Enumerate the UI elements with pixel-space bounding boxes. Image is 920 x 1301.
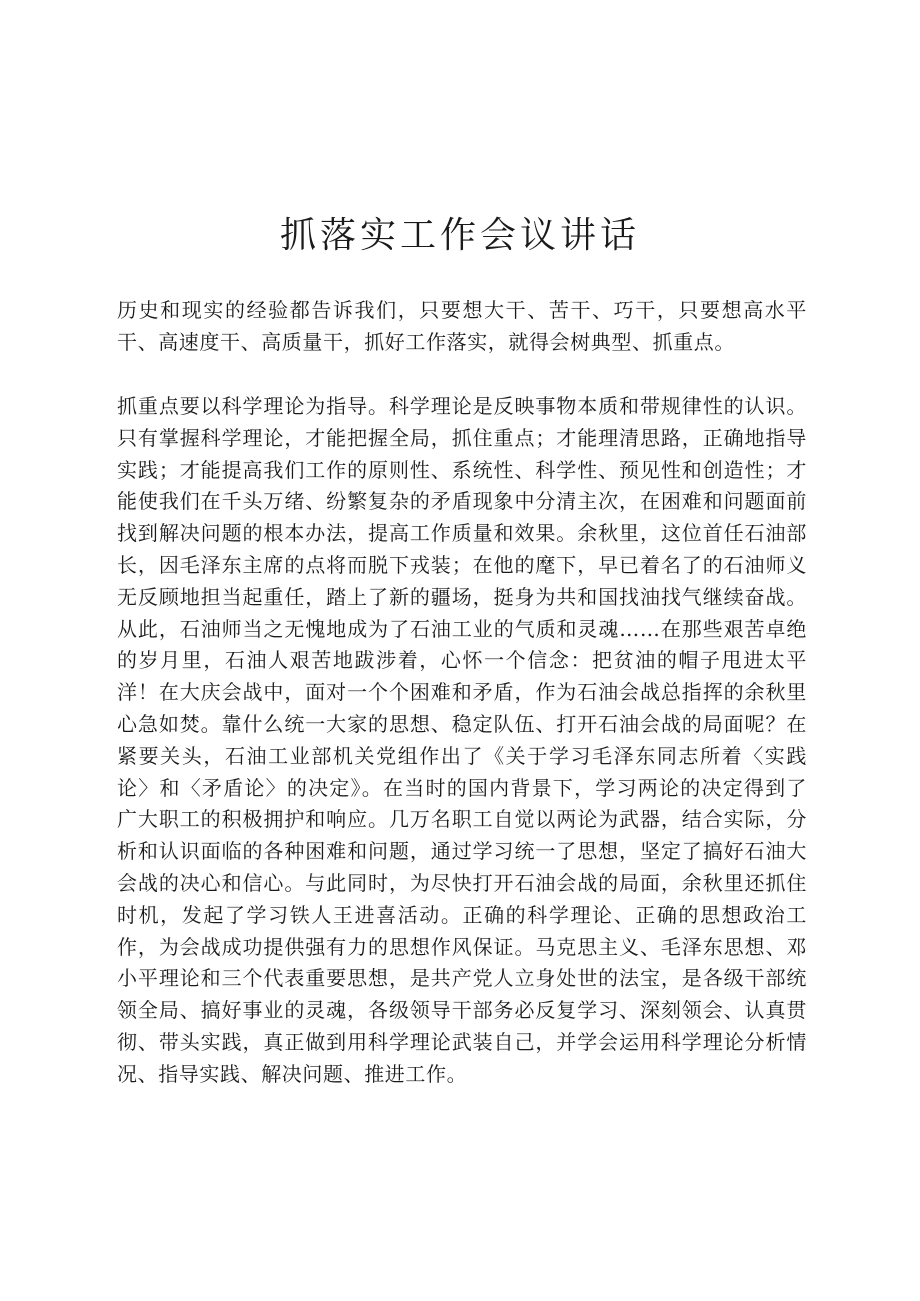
document-title: 抓落实工作会议讲话: [279, 215, 640, 256]
paragraph-intro: 历史和现实的经验都告诉我们，只要想大干、苦干、巧干，只要想高水平干、高速度干、高质量干，抓好工作落实，就得会树典型、抓重点。: [117, 298, 807, 354]
paragraph-body: 抓重点要以科学理论为指导。科学理论是反映事物本质和带规律性的认识。只有掌握科学理论，才能把握全局，抓住重点；才能理清思路，正确地指导实践；才能提高我们工作的原则性、系统性、科学性、预见性和创造性；才能使我们在千头万绪、纷繁复杂的矛盾现象中分清主次，在困难和问题面前找到解决问题的根本办法，提高工作质量和效果。余秋里，这位首任石油部长，因毛泽东主席的点将而脱下戎装；在他的麾下，早已着名了的石油师义无反顾地担当起重任，踏上了新的疆场，挺身为共和国找油找气继续奋战。从此，石油师当之无愧地成为了石油工业的气质和灵魂……在那些艰苦卓绝的岁月里，石油人艰苦地跋涉着，心怀一个信念：把贫油的帽子甩进太平洋！在大庆会战中，面对一个个困难和矛盾，作为石油会战总指挥的余秋里心急如焚。靠什么统一大家的思想、稳定队伍、打开石油会战的局面呢？在紧要关头，石油工业部机关党组作出了《关于学习毛泽东同志所着〈实践论〉和〈矛盾论〉的决定》。在当时的国内背景下，学习两论的决定得到了广大职工的积极拥护和响应。几万名职工自觉以两论为武器，结合实际，分析和认识面临的各种困难和问题，通过学习统一了思想，坚定了搞好石油大会战的决心和信心。与此同时，为尽快打开石油会战的局面，余秋里还抓住时机，发起了学习铁人王进喜活动。正确的科学理论、正确的思想政治工作，为会战成功提供强有力的思想作风保证。马克思主义、毛泽东思想、邓小平理论和三个代表重要思想，是共产党人立身处世的法宝，是各级干部统领全局、搞好事业的灵魂，各级领导干部务必反复学习、深刻领会、认真贯彻、带头实践，真正做到用科学理论武装自己，并学会运用科学理论分析情况、指导实践、解决问题、推进工作。: [117, 394, 807, 1086]
